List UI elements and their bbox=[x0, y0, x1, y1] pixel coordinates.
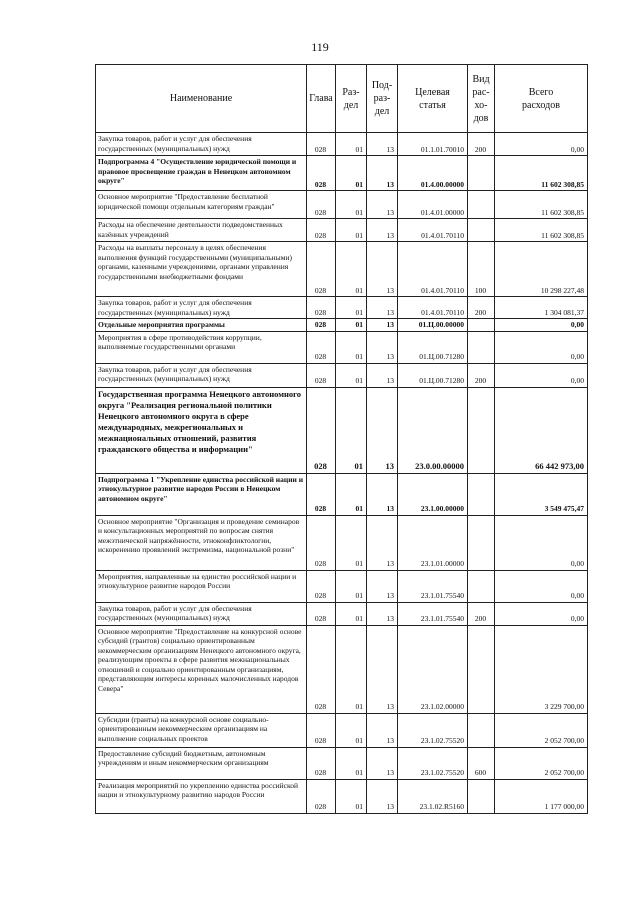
row-name: Основное мероприятие "Предоставление бесплатной юридической помощи отдельным категориям граждан" bbox=[96, 191, 307, 219]
header-target: Целевая статья bbox=[398, 65, 468, 133]
row-expense-type bbox=[468, 331, 495, 363]
row-total: 10 298 227,48 bbox=[495, 242, 588, 297]
row-total: 0,00 bbox=[495, 319, 588, 332]
row-subsection: 13 bbox=[367, 133, 398, 156]
row-total: 11 602 308,85 bbox=[495, 156, 588, 191]
row-chapter: 028 bbox=[307, 747, 336, 779]
row-target: 23.1.02.00000 bbox=[398, 625, 468, 713]
row-expense-type bbox=[468, 515, 495, 570]
row-total: 3 549 475,47 bbox=[495, 473, 588, 515]
row-name: Подпрограмма 4 "Осуществление юридической помощи и правовое просвещение граждан в Ненецком автономном округе" bbox=[96, 156, 307, 191]
table-row bbox=[96, 473, 588, 515]
row-chapter: 028 bbox=[307, 779, 336, 813]
row-total: 2 052 700,00 bbox=[495, 747, 588, 779]
row-section: 01 bbox=[336, 473, 367, 515]
row-chapter: 028 bbox=[307, 297, 336, 319]
header-row bbox=[96, 65, 588, 133]
row-target: 01.1.01.70010 bbox=[398, 133, 468, 156]
row-chapter: 028 bbox=[307, 625, 336, 713]
row-chapter: 028 bbox=[307, 387, 336, 473]
row-expense-type bbox=[468, 387, 495, 473]
table-row bbox=[96, 156, 588, 191]
row-name: Расходы на выплаты персоналу в целях обеспечения выполнения функций государственными (муниципальными) органами, казенными учреждениями, органами управления государственными внебюджетными фондами bbox=[96, 242, 307, 297]
row-section: 01 bbox=[336, 156, 367, 191]
row-chapter: 028 bbox=[307, 133, 336, 156]
row-section: 01 bbox=[336, 363, 367, 387]
table-row bbox=[96, 625, 588, 713]
row-target: 01.4.01.70110 bbox=[398, 242, 468, 297]
row-target: 23.1.01.75540 bbox=[398, 602, 468, 625]
row-name: Основное мероприятие "Организация и проведение семинаров и консультационных мероприятий по вопросам снятия межэтнической напряжённости, этноконфликтологии, искоренению проявлений экстремизма, национальной розни" bbox=[96, 515, 307, 570]
row-subsection: 13 bbox=[367, 297, 398, 319]
row-section: 01 bbox=[336, 515, 367, 570]
row-chapter: 028 bbox=[307, 191, 336, 219]
row-section: 01 bbox=[336, 319, 367, 332]
row-section: 01 bbox=[336, 331, 367, 363]
row-subsection: 13 bbox=[367, 242, 398, 297]
row-section: 01 bbox=[336, 713, 367, 747]
header-chapter: Глава bbox=[307, 65, 336, 133]
row-chapter: 028 bbox=[307, 602, 336, 625]
row-subsection: 13 bbox=[367, 713, 398, 747]
row-expense-type bbox=[468, 156, 495, 191]
row-expense-type bbox=[468, 219, 495, 242]
row-name: Расходы на обеспечение деятельности подведомственных казённых учреждений bbox=[96, 219, 307, 242]
table-row bbox=[96, 242, 588, 297]
row-chapter: 028 bbox=[307, 156, 336, 191]
row-subsection: 13 bbox=[367, 219, 398, 242]
row-target: 23.0.00.00000 bbox=[398, 387, 468, 473]
row-total: 66 442 973,00 bbox=[495, 387, 588, 473]
row-total: 0,00 bbox=[495, 133, 588, 156]
table-row bbox=[96, 331, 588, 363]
row-total: 3 229 700,00 bbox=[495, 625, 588, 713]
row-target: 23.1.02.75520 bbox=[398, 713, 468, 747]
row-section: 01 bbox=[336, 133, 367, 156]
row-total: 1 177 000,00 bbox=[495, 779, 588, 813]
row-section: 01 bbox=[336, 219, 367, 242]
row-chapter: 028 bbox=[307, 570, 336, 602]
row-target: 01.4.00.00000 bbox=[398, 156, 468, 191]
row-subsection: 13 bbox=[367, 387, 398, 473]
row-expense-type bbox=[468, 570, 495, 602]
row-expense-type bbox=[468, 191, 495, 219]
table-row bbox=[96, 515, 588, 570]
row-section: 01 bbox=[336, 602, 367, 625]
table-row bbox=[96, 570, 588, 602]
row-expense-type bbox=[468, 779, 495, 813]
row-name: Закупка товаров, работ и услуг для обеспечения государственных (муниципальных) нужд bbox=[96, 363, 307, 387]
header-total: Всего расходов bbox=[495, 65, 588, 133]
table-row bbox=[96, 191, 588, 219]
row-section: 01 bbox=[336, 570, 367, 602]
row-section: 01 bbox=[336, 387, 367, 473]
row-expense-type: 200 bbox=[468, 602, 495, 625]
row-section: 01 bbox=[336, 625, 367, 713]
row-section: 01 bbox=[336, 779, 367, 813]
row-subsection: 13 bbox=[367, 570, 398, 602]
budget-table bbox=[95, 64, 588, 814]
table-row bbox=[96, 387, 588, 473]
row-expense-type: 200 bbox=[468, 363, 495, 387]
row-expense-type: 200 bbox=[468, 133, 495, 156]
row-subsection: 13 bbox=[367, 515, 398, 570]
row-total: 0,00 bbox=[495, 602, 588, 625]
page-number: 119 bbox=[311, 40, 329, 54]
row-subsection: 13 bbox=[367, 319, 398, 332]
row-target: 01.Ц.00.00000 bbox=[398, 319, 468, 332]
row-chapter: 028 bbox=[307, 363, 336, 387]
row-name: Реализация мероприятий по укреплению единства российской нации и этнокультурному развитию народов России bbox=[96, 779, 307, 813]
row-section: 01 bbox=[336, 747, 367, 779]
table-row bbox=[96, 602, 588, 625]
row-section: 01 bbox=[336, 242, 367, 297]
row-expense-type: 600 bbox=[468, 747, 495, 779]
row-section: 01 bbox=[336, 191, 367, 219]
row-chapter: 028 bbox=[307, 713, 336, 747]
row-name: Государственная программа Ненецкого автономного округа "Реализация региональной политики Ненецкого автономного округа в сфере международных, межрегиональных и межнациональных отношений, развития гражданского общества и информации" bbox=[96, 387, 307, 473]
row-expense-type: 200 bbox=[468, 297, 495, 319]
row-subsection: 13 bbox=[367, 191, 398, 219]
row-section: 01 bbox=[336, 297, 367, 319]
row-total: 1 304 081,37 bbox=[495, 297, 588, 319]
row-subsection: 13 bbox=[367, 625, 398, 713]
row-target: 23.1.02.75520 bbox=[398, 747, 468, 779]
table-row bbox=[96, 133, 588, 156]
row-subsection: 13 bbox=[367, 156, 398, 191]
row-name: Отдельные мероприятия программы bbox=[96, 319, 307, 332]
row-subsection: 13 bbox=[367, 779, 398, 813]
row-target: 23.1.01.75540 bbox=[398, 570, 468, 602]
row-expense-type bbox=[468, 473, 495, 515]
row-chapter: 028 bbox=[307, 219, 336, 242]
row-total: 0,00 bbox=[495, 570, 588, 602]
row-target: 23.1.02.R5160 bbox=[398, 779, 468, 813]
row-total: 0,00 bbox=[495, 363, 588, 387]
row-target: 01.Ц.00.71280 bbox=[398, 363, 468, 387]
row-expense-type bbox=[468, 713, 495, 747]
row-target: 23.1.00.00000 bbox=[398, 473, 468, 515]
row-subsection: 13 bbox=[367, 473, 398, 515]
row-subsection: 13 bbox=[367, 747, 398, 779]
table-row bbox=[96, 297, 588, 319]
header-expense-type: Вид рас- хо- дов bbox=[468, 65, 495, 133]
row-total: 0,00 bbox=[495, 331, 588, 363]
row-chapter: 028 bbox=[307, 473, 336, 515]
row-total: 2 052 700,00 bbox=[495, 713, 588, 747]
row-name: Закупка товаров, работ и услуг для обеспечения государственных (муниципальных) нужд bbox=[96, 297, 307, 319]
row-name: Предоставление субсидий бюджетным, автономным учреждениям и иным некоммерческим организациям bbox=[96, 747, 307, 779]
row-chapter: 028 bbox=[307, 242, 336, 297]
row-subsection: 13 bbox=[367, 363, 398, 387]
row-target: 01.4.01.00000 bbox=[398, 191, 468, 219]
row-total: 0,00 bbox=[495, 515, 588, 570]
table-row bbox=[96, 747, 588, 779]
row-name: Закупка товаров, работ и услуг для обеспечения государственных (муниципальных) нужд bbox=[96, 602, 307, 625]
row-target: 01.4.01.70110 bbox=[398, 297, 468, 319]
header-name: Наименование bbox=[96, 65, 307, 133]
row-chapter: 028 bbox=[307, 319, 336, 332]
row-target: 23.1.01.00000 bbox=[398, 515, 468, 570]
row-name: Мероприятия в сфере противодействия коррупции, выполняемые государственными органами bbox=[96, 331, 307, 363]
row-total: 11 602 308,85 bbox=[495, 191, 588, 219]
row-name: Основное мероприятие "Предоставление на конкурсной основе субсидий (грантов) социально ориентированным некоммерческим организациям Ненецкого автономного округа, реализующим проекты в сфере развития межнациональных отношений и социально ориентированным организациям, представляющим интересы коренных малочисленных народов Севера" bbox=[96, 625, 307, 713]
row-name: Подпрограмма 1 "Укрепление единства российской нации и этнокультурное развитие народов России в Ненецком автономном округе" bbox=[96, 473, 307, 515]
table-row bbox=[96, 219, 588, 242]
row-chapter: 028 bbox=[307, 331, 336, 363]
row-target: 01.Ц.00.71280 bbox=[398, 331, 468, 363]
header-section: Раз- дел bbox=[336, 65, 367, 133]
row-subsection: 13 bbox=[367, 331, 398, 363]
row-name: Закупка товаров, работ и услуг для обеспечения государственных (муниципальных) нужд bbox=[96, 133, 307, 156]
table-row bbox=[96, 713, 588, 747]
header-subsection: Под- раз- дел bbox=[367, 65, 398, 133]
table-row bbox=[96, 319, 588, 332]
row-expense-type bbox=[468, 319, 495, 332]
row-name: Мероприятия, направленные на единство российской нации и этнокультурное развитие народов России bbox=[96, 570, 307, 602]
row-name: Субсидии (гранты) на конкурсной основе социально-ориентированным некоммерческим организациям на выполнение социальных проектов bbox=[96, 713, 307, 747]
row-chapter: 028 bbox=[307, 515, 336, 570]
row-expense-type: 100 bbox=[468, 242, 495, 297]
table-row bbox=[96, 779, 588, 813]
row-total: 11 602 308,85 bbox=[495, 219, 588, 242]
row-target: 01.4.01.70110 bbox=[398, 219, 468, 242]
row-subsection: 13 bbox=[367, 602, 398, 625]
table-row bbox=[96, 363, 588, 387]
row-expense-type bbox=[468, 625, 495, 713]
